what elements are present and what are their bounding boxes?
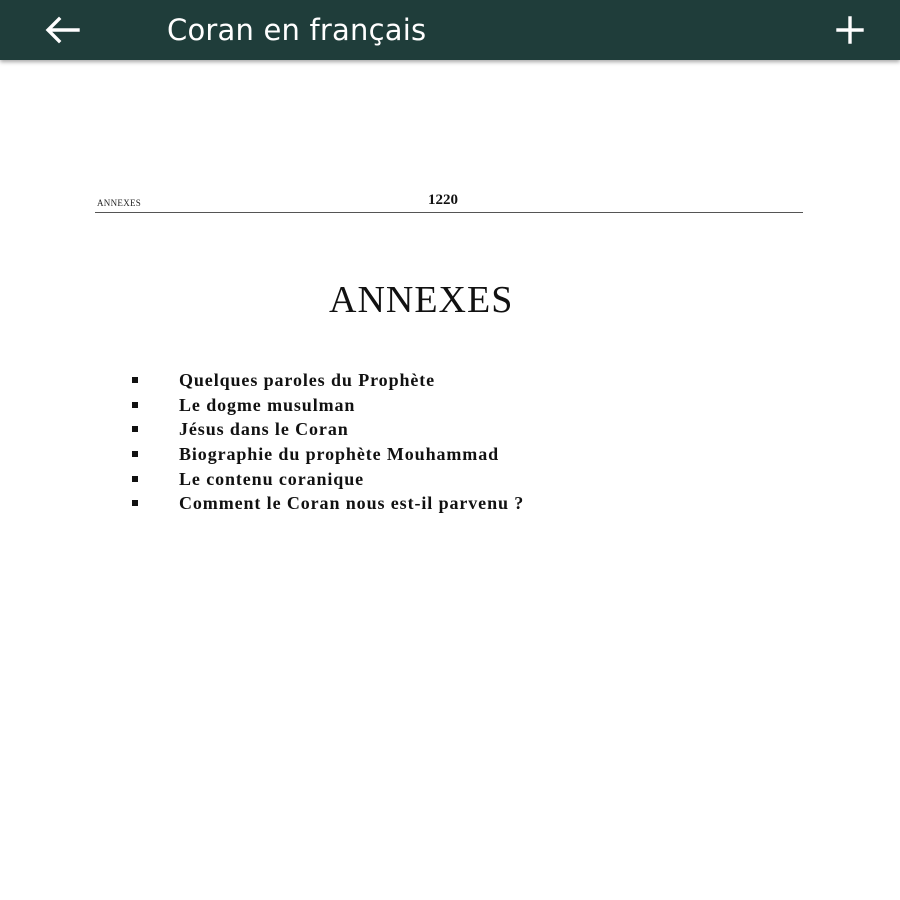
bullet-icon: [132, 426, 138, 432]
app-bar: [0, 0, 900, 60]
list-item-label: Biographie du prophète Mouhammad: [179, 444, 500, 465]
list-item-label: Comment le Coran nous est-il parvenu ?: [179, 493, 525, 514]
back-button[interactable]: [30, 6, 94, 54]
list-item-label: Jésus dans le Coran: [179, 419, 349, 440]
add-button[interactable]: [822, 6, 878, 54]
bullet-icon: [132, 377, 138, 383]
bullet-icon: [132, 402, 138, 408]
running-header-section: ANNEXES: [97, 198, 142, 208]
app-title: Coran en français: [167, 13, 427, 47]
document-page[interactable]: [0, 60, 900, 900]
page-number: 1220: [428, 192, 458, 208]
list-item-label: Le dogme musulman: [179, 394, 356, 415]
list-item-label: Quelques paroles du Prophète: [179, 370, 436, 390]
bullet-icon: [132, 451, 138, 457]
running-header: [95, 194, 803, 213]
chapter-title: ANNEXES: [329, 279, 514, 321]
plus-icon: [835, 15, 865, 45]
bullet-icon: [132, 476, 138, 482]
bullet-icon: [132, 500, 138, 506]
list-item-label: Le contenu coranique: [179, 468, 365, 489]
arrow-left-icon: [42, 15, 82, 45]
